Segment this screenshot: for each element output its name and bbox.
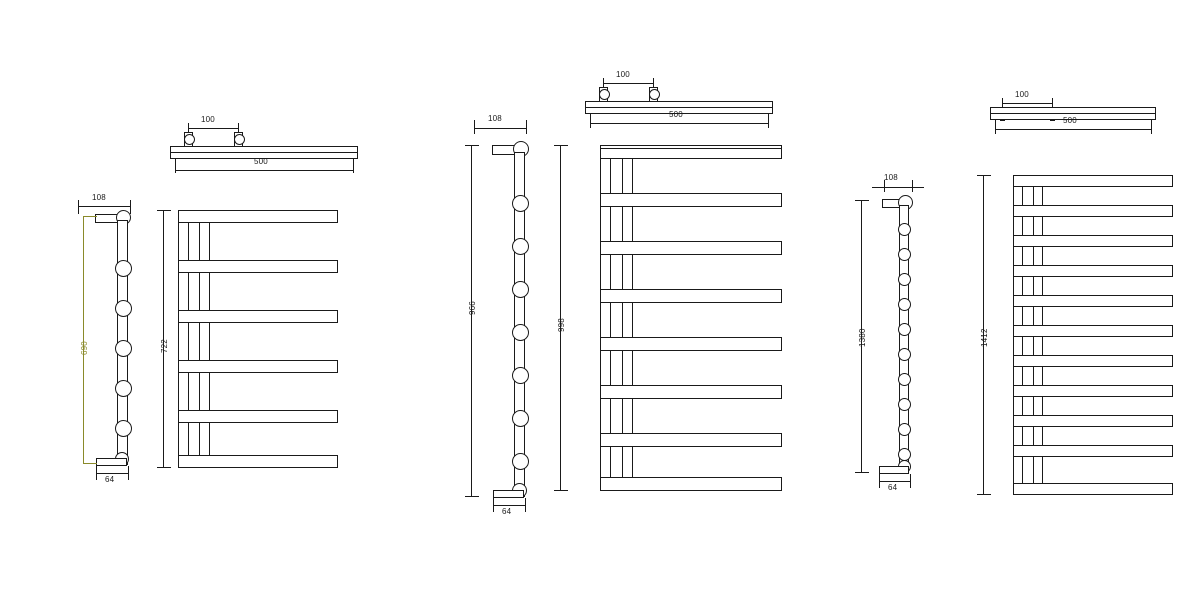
- rung-joint: [512, 281, 529, 298]
- bar: [600, 385, 782, 399]
- bar: [1013, 235, 1173, 247]
- rung-joint: [512, 238, 529, 255]
- rung-joint: [898, 248, 911, 261]
- dim-tick: [910, 474, 911, 488]
- frame-left-outer: [178, 210, 179, 468]
- bracket-hole-right: [649, 89, 660, 100]
- dim-tick: [554, 490, 568, 491]
- dim-line-108: [78, 206, 130, 207]
- frame-mid2: [209, 210, 210, 468]
- dim-tick: [465, 496, 479, 497]
- bar: [178, 455, 338, 468]
- rung-joint: [898, 273, 911, 286]
- bar: [1013, 205, 1173, 217]
- bar: [1013, 445, 1173, 457]
- dim-tick: [768, 114, 769, 128]
- bar: [178, 260, 338, 273]
- dim-tick: [353, 159, 354, 173]
- bar: [1013, 295, 1173, 307]
- bar: [1013, 265, 1173, 277]
- rung-joint: [115, 260, 132, 277]
- rung-joint: [512, 195, 529, 212]
- dim-line-64: [96, 473, 128, 474]
- dim-line-966: [471, 145, 472, 497]
- bar: [600, 193, 782, 207]
- center-line: [585, 107, 773, 108]
- bar: [1013, 483, 1173, 495]
- dim-text-108: 108: [884, 173, 898, 182]
- dim-text-1380: 1380: [858, 328, 867, 347]
- dim-line-500: [995, 129, 1151, 130]
- dim-text-722: 722: [160, 339, 169, 353]
- dim-tick: [474, 120, 475, 134]
- center-line: [600, 148, 782, 149]
- rung-joint: [898, 348, 911, 361]
- bar: [600, 337, 782, 351]
- dim-tick: [977, 494, 991, 495]
- rung-joint: [898, 423, 911, 436]
- bar: [1013, 355, 1173, 367]
- dim-tick: [526, 120, 527, 134]
- dim-tick: [78, 200, 79, 214]
- rung-joint: [115, 340, 132, 357]
- bar: [178, 310, 338, 323]
- dim-text-108: 108: [488, 114, 502, 123]
- bracket-hole-right: [234, 134, 245, 145]
- dim-tick: [130, 200, 131, 214]
- bottom-foot: [493, 490, 524, 498]
- dim-line-500: [590, 123, 768, 124]
- dim-line-64: [879, 481, 910, 482]
- dim-text-100: 100: [201, 115, 215, 124]
- dim-line-64: [493, 505, 525, 506]
- dim-tick: [83, 216, 97, 217]
- dim-line-108: [474, 128, 526, 129]
- bar: [178, 210, 338, 223]
- rung-joint: [512, 324, 529, 341]
- rung-joint: [898, 373, 911, 386]
- dim-tick: [855, 200, 869, 201]
- dim-line-100: [188, 128, 238, 129]
- bar: [178, 410, 338, 423]
- dim-tick: [157, 210, 171, 211]
- dim-text-64: 64: [888, 483, 898, 492]
- dim-tick: [1151, 120, 1152, 134]
- dim-text-998: 998: [557, 318, 566, 332]
- dim-text-64: 64: [502, 507, 512, 516]
- dim-text-966: 966: [468, 301, 477, 315]
- rung-joint: [898, 398, 911, 411]
- dim-tick: [157, 467, 171, 468]
- bar: [1013, 385, 1173, 397]
- dim-tick: [465, 145, 479, 146]
- dim-tick: [525, 498, 526, 512]
- rung-joint: [115, 420, 132, 437]
- dim-tick: [590, 114, 591, 128]
- rung-joint: [898, 223, 911, 236]
- dim-text-500: 500: [1063, 116, 1077, 125]
- bottom-foot: [96, 458, 127, 466]
- dim-text-690: 690: [80, 341, 89, 355]
- frame-left-inner: [188, 210, 189, 468]
- dim-text-64: 64: [105, 475, 115, 484]
- bar: [1013, 415, 1173, 427]
- bar: [1013, 175, 1173, 187]
- dim-line-500: [175, 170, 353, 171]
- dim-tick: [554, 145, 568, 146]
- bracket-hole-left: [599, 89, 610, 100]
- center-line: [990, 113, 1156, 114]
- bar: [600, 241, 782, 255]
- dim-text-500: 500: [254, 157, 268, 166]
- frame-mid: [199, 210, 200, 468]
- dim-tick: [977, 175, 991, 176]
- dim-text-108: 108: [92, 193, 106, 202]
- dim-text-1412: 1412: [980, 328, 989, 347]
- bottom-foot: [879, 466, 909, 474]
- bracket-hole-left: [184, 134, 195, 145]
- bar: [178, 360, 338, 373]
- bar: [600, 433, 782, 447]
- bar: [600, 289, 782, 303]
- dim-tick: [912, 180, 913, 192]
- dim-line-100: [1002, 103, 1052, 104]
- dim-tick: [83, 463, 97, 464]
- rung-joint: [512, 410, 529, 427]
- rung-joint: [512, 453, 529, 470]
- rung-joint: [115, 300, 132, 317]
- rung-joint: [898, 298, 911, 311]
- dim-text-500: 500: [669, 110, 683, 119]
- center-line: [170, 152, 358, 153]
- dim-text-100: 100: [616, 70, 630, 79]
- rung-joint: [898, 323, 911, 336]
- bar: [600, 477, 782, 491]
- dim-line-690: [83, 216, 84, 464]
- dim-line-100: [603, 83, 653, 84]
- rung-joint: [115, 380, 132, 397]
- rung-joint: [512, 367, 529, 384]
- bar: [1013, 325, 1173, 337]
- dim-tick: [995, 120, 996, 134]
- dim-text-100: 100: [1015, 90, 1029, 99]
- dim-tick: [128, 466, 129, 480]
- dim-line-108: [872, 187, 924, 188]
- dim-tick: [855, 472, 869, 473]
